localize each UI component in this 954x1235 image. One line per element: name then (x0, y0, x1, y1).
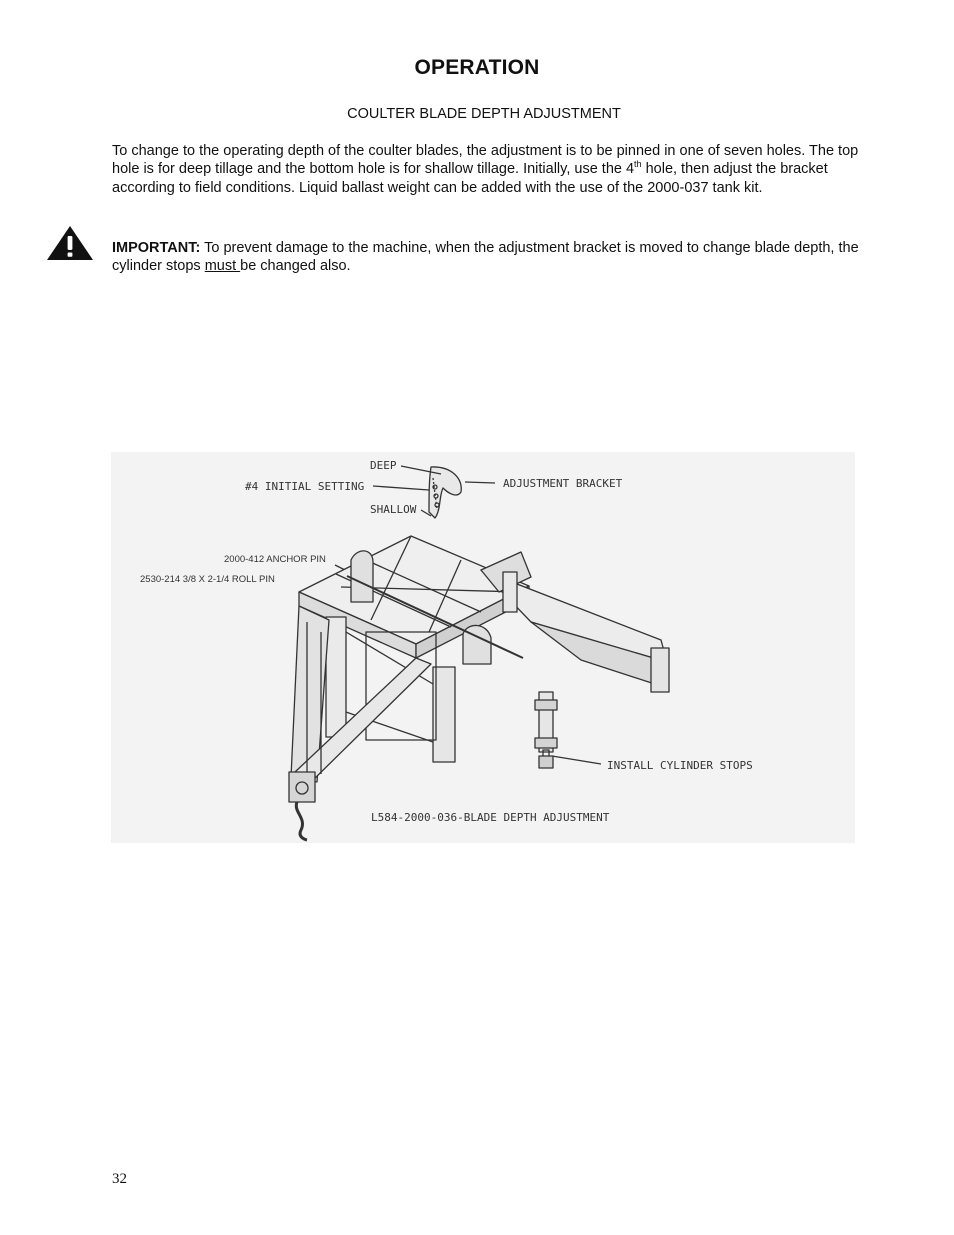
important-notice (112, 239, 872, 276)
paragraph-text-b: hole, then adjust the bracket according to field conditions. Liquid ballast weight can be added with the use of the 2000-037 tank kit. (112, 161, 828, 196)
label-cylinder-stops: INSTALL CYLINDER STOPS (607, 759, 753, 772)
ordinal-suffix: th (634, 159, 642, 170)
label-adjustment-bracket: ADJUSTMENT BRACKET (503, 477, 623, 490)
important-underline: must (204, 258, 241, 275)
label-shallow: SHALLOW (370, 503, 417, 516)
blade-depth-diagram (111, 452, 855, 843)
label-deep: DEEP (370, 459, 397, 472)
section-subtitle: COULTER BLADE DEPTH ADJUSTMENT (347, 106, 621, 122)
page-number: 32 (112, 1171, 127, 1187)
important-text-b: be changed also. (240, 258, 351, 275)
drawing-id: L584-2000-036-BLADE DEPTH ADJUSTMENT (371, 811, 610, 824)
warning-icon (46, 225, 94, 261)
page-title: OPERATION (414, 56, 540, 79)
label-initial-setting: #4 INITIAL SETTING (245, 480, 365, 493)
instruction-paragraph (112, 142, 872, 197)
important-label: IMPORTANT: (112, 240, 201, 256)
label-roll-pin: 2530-214 3/8 X 2-1/4 ROLL PIN (140, 574, 275, 585)
paragraph-text-a: To change to the operating depth of the coulter blades, the adjustment is to be pinned in one of seven holes. The top hole is for deep tillage and the bottom hole is for shallow tillage. Initially, use the 4 (112, 143, 859, 178)
label-anchor-pin: 2000-412 ANCHOR PIN (224, 554, 326, 565)
important-text-a: To prevent damage to the machine, when the adjustment bracket is moved to change blade depth, the cylinder stops (112, 240, 859, 275)
